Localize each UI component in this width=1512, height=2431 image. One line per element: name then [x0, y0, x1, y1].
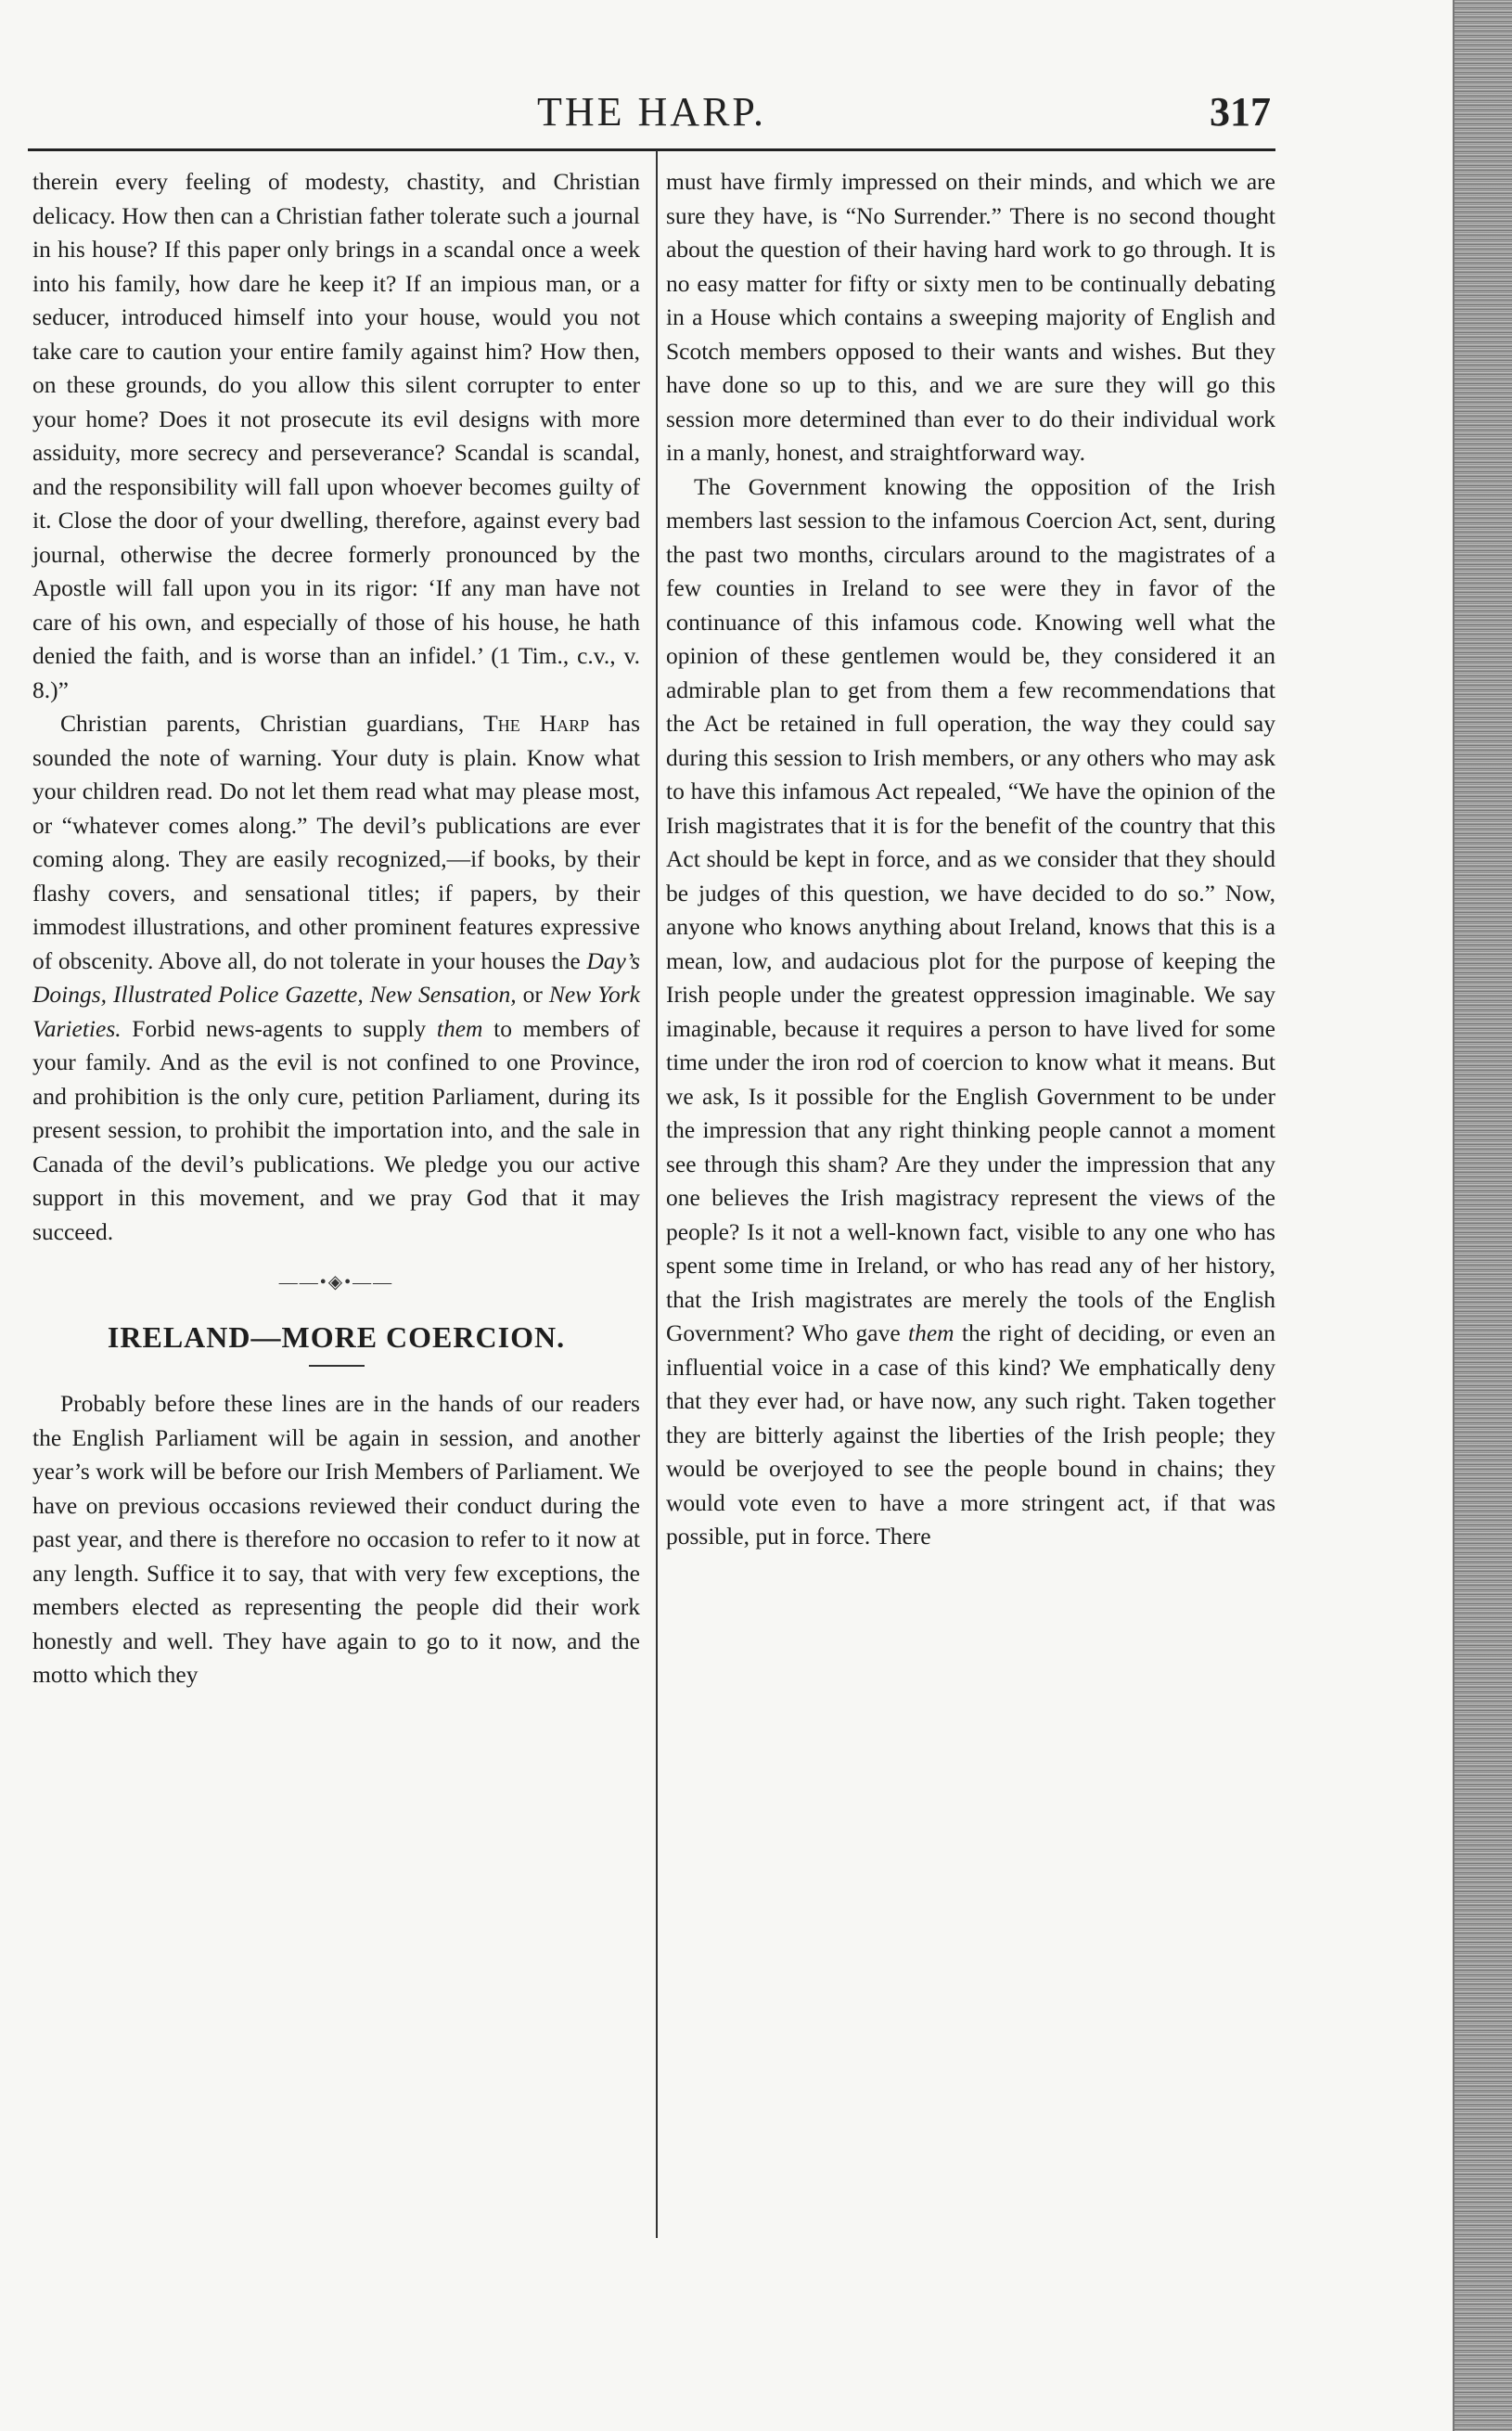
page-number: 317	[1210, 89, 1271, 135]
heading-rule	[309, 1365, 365, 1367]
page-header	[28, 88, 1275, 144]
text-run: The Government knowing the opposition of the Irish members last session to the infamous Coercion Act, sent, during the past two months, circulars around to the magistrates of a few counties in Ireland to see were they in favor of the continuance of this infamous code. Knowing well what the opinion of these gentlemen would be, they considered it an admirable plan to get from them a few recommendations that the Act be retained in full operation, the way they could say during this session to Irish members, or any others who may ask to have this infamous Act repealed, “We have the opinion of the Irish magistrates that it is for the benefit of the country that this Act should be kept in force, and as we consider that they should be judges of this question, we have decided to do so.” Now, anyone who knows anything about Ireland, knows that this is a mean, low, and audacious plot for the purpose of keeping the Irish people under the greatest oppression imaginable. We say imaginable, because it requires a person to have lived for some time under the iron rod of coercion to know what it means. But we ask, Is it possible for the English Government to be under the impression that any right thinking people cannot a moment see through this sham? Are they under the impression that any one believes the Irish magistracy represent the views of the people? Is it not a well-known fact, visible to any one who has spent some time in Ireland, or who has read any of her history, that the Irish magistrates are merely the tools of the English Government? Who gave	[666, 472, 1275, 1346]
text-run: has sounded the note of warning. Your duty is plain. Know what your children read. Do not let them read what may please most, or “whatever comes along.” The devil’s publications are ever coming along. They are easily recognized,—if books, by their flashy covers, and sensational titles; if papers, by their immodest illustrations, and other prominent features expressive of obscenity. Above all, do not tolerate in your houses the	[32, 710, 640, 974]
running-title: THE HARP.	[536, 89, 767, 135]
emphasis-them: them	[908, 1319, 955, 1346]
right-paragraph-2	[666, 470, 1275, 1554]
text-run: to members of your family. And as the evil is not confined to one Province, and prohibition is the only cure, petition Parliament, during its present session, to prohibit the importation into, and the sale in Canada of the devil’s publications. We pledge you our active support in this movement, and we pray God that it may succeed.	[32, 1014, 640, 1245]
left-paragraph-3: Probably before these lines are in the hands of our readers the English Parliament will be again in session, and another year’s work will be before our Irish Members of Parliament. We have on previous occasions reviewed their conduct during the past year, and there is therefore no occasion to refer to it now at any length. Suffice it to say, that with very few exceptions, the members elected as representing the people did their work honestly and well. They have again to go to it now, and the motto which they	[32, 1390, 640, 1688]
text-run: or	[516, 981, 549, 1008]
emphasis-them: them	[436, 1014, 483, 1042]
text-run: Forbid news-agents to supply	[121, 1014, 437, 1042]
text-run: Christian parents, Christian guardians,	[60, 710, 484, 737]
right-paragraph-1: must have firmly impressed on their minds, and which we are sure they have, is “No Surrender.” There is no second thought about the question of their having hard work to go through. It is no easy matter for fifty or sixty men to be continually debating in a House which contains a sweeping majority of English and Scotch members opposed to their wants and wishes. But they have done so up to this, and we are sure they will go this session more determined than ever to do their individual work in a manly, honest, and straightforward way.	[666, 168, 1275, 466]
publication-name-harp: The Harp	[483, 710, 590, 737]
book-spine	[1454, 0, 1512, 2431]
text-run: the right of deciding, or even an influential voice in a case of this kind? We emphatically deny that they ever had, or have now, any such right. Taken together they are bitterly against the liberties of the Irish people; they would be overjoyed to see the people bound in chains; they would vote even to have a more stringent act, if that was possible, put in force. There	[666, 1319, 1276, 1550]
section-ornament: ——•◈•——	[278, 1272, 394, 1293]
header-rule	[28, 148, 1275, 151]
column-divider	[656, 150, 658, 2238]
right-column	[666, 165, 1275, 1554]
left-paragraph-2	[32, 707, 640, 1249]
left-paragraph-1: therein every feeling of modesty, chastity, and Christian delicacy. How then can a Christian father tolerate such a journal in his house? If this paper only brings in a scandal once a week into his family, how dare he keep it? If an impious man, or a seducer, introduced himself into your house, would you not take care to caution your entire family against him? How then, on these grounds, do you allow this silent corrupter to enter your home? Does it not prosecute its evil designs with more assiduity, more secrecy and perseverance? Scandal is scandal, and the responsibility will fall upon whoever becomes guilty of it. Close the door of your dwelling, therefore, against every bad journal, otherwise the decree formerly pronounced by the Apostle will fall upon you in its rigor: ‘If any man have not care of his own, and especially of those of his house, he hath denied the faith, and is worse than an infidel.’ (1 Tim., c.v., v. 8.)”	[32, 168, 640, 703]
publication-title-nyv: New York Varieties.	[32, 981, 640, 1042]
section-heading: IRELAND—MORE COERCION.	[107, 1319, 566, 1354]
publication-titles: Day’s Doings, Illustrated Police Gazette, New Sensation,	[32, 946, 640, 1008]
left-column	[32, 165, 640, 1692]
